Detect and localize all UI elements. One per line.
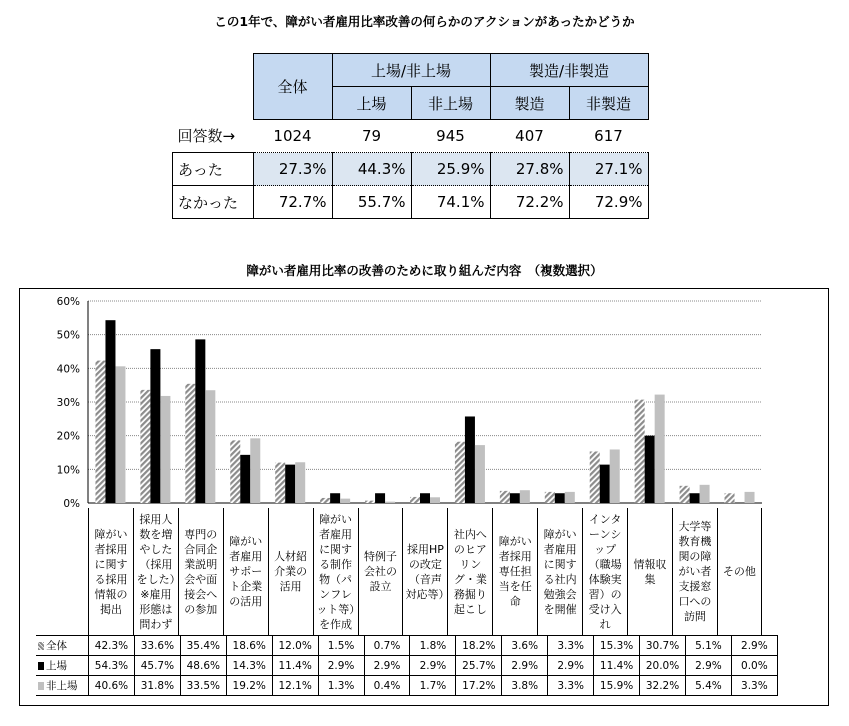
category-label: 大学等教育機関の障がい者支援窓口への訪問: [672, 508, 717, 635]
data-label: 1.8%: [410, 636, 456, 656]
pct-cell: 44.3%: [332, 153, 411, 186]
category-label: 専門の合同企業説明会や面接会への参加: [178, 508, 223, 635]
bar-all: [230, 440, 240, 503]
bar-all: [635, 400, 645, 503]
bar-listed: [330, 493, 340, 503]
bar-listed: [510, 493, 520, 503]
data-label: 40.6%: [89, 676, 135, 696]
data-label: 11.4%: [272, 656, 318, 676]
category-label: 社内へのヒアリング・業務掘り起こし: [447, 508, 492, 635]
bar-unlisted: [115, 366, 125, 503]
y-tick-label: 20%: [56, 430, 80, 443]
bar-listed: [555, 493, 565, 503]
data-label: 12.1%: [272, 676, 318, 696]
y-tick-label: 30%: [56, 397, 80, 409]
category-label: 採用HPの改定（音声対応等）: [402, 508, 447, 635]
data-label: 2.9%: [548, 656, 594, 676]
pct-cell: 27.1%: [569, 153, 648, 186]
data-label: 17.2%: [456, 676, 502, 696]
bar-unlisted: [205, 390, 215, 503]
data-label: 45.7%: [134, 656, 180, 676]
pct-cell: 27.8%: [490, 153, 569, 186]
bar-unlisted: [295, 462, 305, 503]
series-name-text: 上場: [46, 660, 67, 672]
data-label: 20.0%: [640, 656, 686, 676]
data-table-row: [36, 676, 777, 696]
category-label: 障がい者雇用サポート企業の活用: [223, 508, 268, 635]
bar-all: [320, 498, 330, 503]
data-label: 0.7%: [364, 636, 410, 656]
bar-unlisted: [610, 449, 620, 503]
data-label: 11.4%: [594, 656, 640, 676]
bar-unlisted: [745, 492, 755, 503]
category-label: 障がい者雇用に関する制作物（パンフレット等）を作成: [313, 508, 358, 635]
data-label: 32.2%: [640, 676, 686, 696]
header-manufacturing-group: 製造/非製造: [490, 54, 648, 87]
category-label: 情報収集: [627, 508, 672, 635]
bar-all: [455, 442, 465, 503]
data-label: 2.9%: [410, 656, 456, 676]
data-table-row: [36, 656, 777, 676]
data-label: 5.4%: [685, 676, 731, 696]
data-label: 42.3%: [89, 636, 135, 656]
count-cell: 79: [361, 127, 382, 145]
count-cell: 1024: [273, 127, 312, 145]
legend-swatch-icon: [38, 642, 44, 650]
series-name: [36, 676, 89, 696]
row-label-no: なかった: [173, 186, 254, 219]
series-name: [36, 636, 89, 656]
bar-listed: [375, 493, 385, 503]
header-all: 全体: [253, 54, 332, 120]
bar-all: [680, 486, 690, 503]
category-label: 人材紹介業の活用: [268, 508, 313, 635]
count-label: 回答数→: [177, 127, 236, 146]
bar-unlisted: [475, 445, 485, 503]
header-manufacturing: 製造: [490, 87, 569, 120]
legend-swatch-icon: [38, 682, 44, 690]
data-label: 54.3%: [89, 656, 135, 676]
data-label: 25.7%: [456, 656, 502, 676]
data-label: 0.0%: [731, 656, 777, 676]
chart-title: 障がい者雇用比率の改善のために取り組んだ内容 （複数選択）: [246, 263, 603, 278]
bar-all: [545, 492, 555, 503]
category-label: その他: [717, 508, 762, 635]
data-label: 2.9%: [364, 656, 410, 676]
data-label: 15.9%: [594, 676, 640, 696]
bar-listed: [285, 465, 295, 503]
bar-unlisted: [385, 502, 395, 503]
data-label: 0.4%: [364, 676, 410, 696]
pct-cell: 72.2%: [490, 186, 569, 219]
bar-listed: [105, 320, 115, 503]
category-label: 特例子会社の設立: [358, 508, 403, 635]
data-label: 18.2%: [456, 636, 502, 656]
bar-listed: [420, 493, 430, 503]
data-label: 1.5%: [318, 636, 364, 656]
header-listed-group: 上場/非上場: [332, 54, 490, 87]
data-label: 2.9%: [731, 636, 777, 656]
bar-unlisted: [520, 490, 530, 503]
bar-listed: [240, 455, 250, 503]
bar-all: [725, 493, 735, 503]
data-label: 15.3%: [594, 636, 640, 656]
header-listed: 上場: [332, 87, 411, 120]
data-label: 1.7%: [410, 676, 456, 696]
bar-unlisted: [700, 485, 710, 503]
pct-cell: 25.9%: [411, 153, 490, 186]
data-label: 3.3%: [731, 676, 777, 696]
data-label: 2.9%: [318, 656, 364, 676]
pct-cell: 55.7%: [332, 186, 411, 219]
y-tick-label: 60%: [56, 296, 80, 308]
bar-all: [140, 390, 150, 503]
data-label: 35.4%: [180, 636, 226, 656]
header-unlisted: 非上場: [411, 87, 490, 120]
bar-unlisted: [340, 499, 350, 503]
bar-unlisted: [160, 396, 170, 503]
data-label: 1.3%: [318, 676, 364, 696]
y-tick-label: 10%: [56, 464, 80, 477]
pct-cell: 72.7%: [253, 186, 332, 219]
data-label: 3.6%: [502, 636, 548, 656]
bar-listed: [150, 349, 160, 503]
data-label: 12.0%: [272, 636, 318, 656]
series-name: [36, 656, 89, 676]
bar-all: [365, 501, 375, 503]
data-table: [36, 635, 778, 696]
bar-listed: [600, 465, 610, 503]
y-tick-label: 40%: [56, 363, 80, 376]
row-label-yes: あった: [173, 153, 254, 186]
data-label: 14.3%: [226, 656, 272, 676]
data-label: 31.8%: [134, 676, 180, 696]
category-label: 採用人数を増やした（採用をした）※雇用形態は問わず: [133, 508, 178, 635]
series-name-text: 全体: [46, 640, 67, 652]
bar-unlisted: [565, 492, 575, 503]
category-label: 障がい者雇用に関する社内勉強会を開催: [537, 508, 582, 635]
bar-all: [275, 463, 285, 503]
data-label: 2.9%: [502, 656, 548, 676]
data-label: 2.9%: [685, 656, 731, 676]
count-cell: 945: [436, 127, 465, 145]
data-label: 5.1%: [685, 636, 731, 656]
bar-all: [95, 361, 105, 503]
bar-unlisted: [655, 395, 665, 503]
category-label: インターンシップ（職場体験実習）の受け入れ: [582, 508, 627, 635]
data-table-row: [36, 636, 777, 656]
y-tick-label: 0%: [63, 498, 80, 510]
category-label: 障がい者採用専任担当を任命: [492, 508, 537, 635]
header-non-manufacturing: 非製造: [569, 87, 648, 120]
data-label: 33.5%: [180, 676, 226, 696]
bar-all: [500, 491, 510, 503]
y-tick-label: 50%: [56, 329, 80, 342]
legend-swatch-icon: [38, 662, 44, 670]
bar-all: [590, 451, 600, 503]
data-label: 3.8%: [502, 676, 548, 696]
pct-cell: 27.3%: [253, 153, 332, 186]
series-name-text: 非上場: [46, 680, 78, 692]
bar-listed: [465, 416, 475, 503]
category-labels: [88, 508, 762, 635]
bar-all: [185, 384, 195, 503]
pct-cell: 72.9%: [569, 186, 648, 219]
bar-listed: [195, 339, 205, 503]
data-label: 3.3%: [548, 636, 594, 656]
count-cell: 407: [515, 127, 544, 145]
data-label: 48.6%: [180, 656, 226, 676]
data-label: 33.6%: [134, 636, 180, 656]
bar-unlisted: [250, 438, 260, 503]
count-cell: 617: [594, 127, 623, 145]
bar-listed: [690, 493, 700, 503]
bar-unlisted: [430, 497, 440, 503]
category-label: 障がい者採用に関する採用情報の掲出: [88, 508, 133, 635]
summary-title: この1年で、障がい者雇用比率改善の何らかのアクションがあったかどうか: [214, 14, 635, 29]
data-label: 18.6%: [226, 636, 272, 656]
data-label: 30.7%: [640, 636, 686, 656]
bar-all: [410, 497, 420, 503]
data-label: 19.2%: [226, 676, 272, 696]
pct-cell: 74.1%: [411, 186, 490, 219]
data-label: 3.3%: [548, 676, 594, 696]
bar-listed: [645, 436, 655, 503]
